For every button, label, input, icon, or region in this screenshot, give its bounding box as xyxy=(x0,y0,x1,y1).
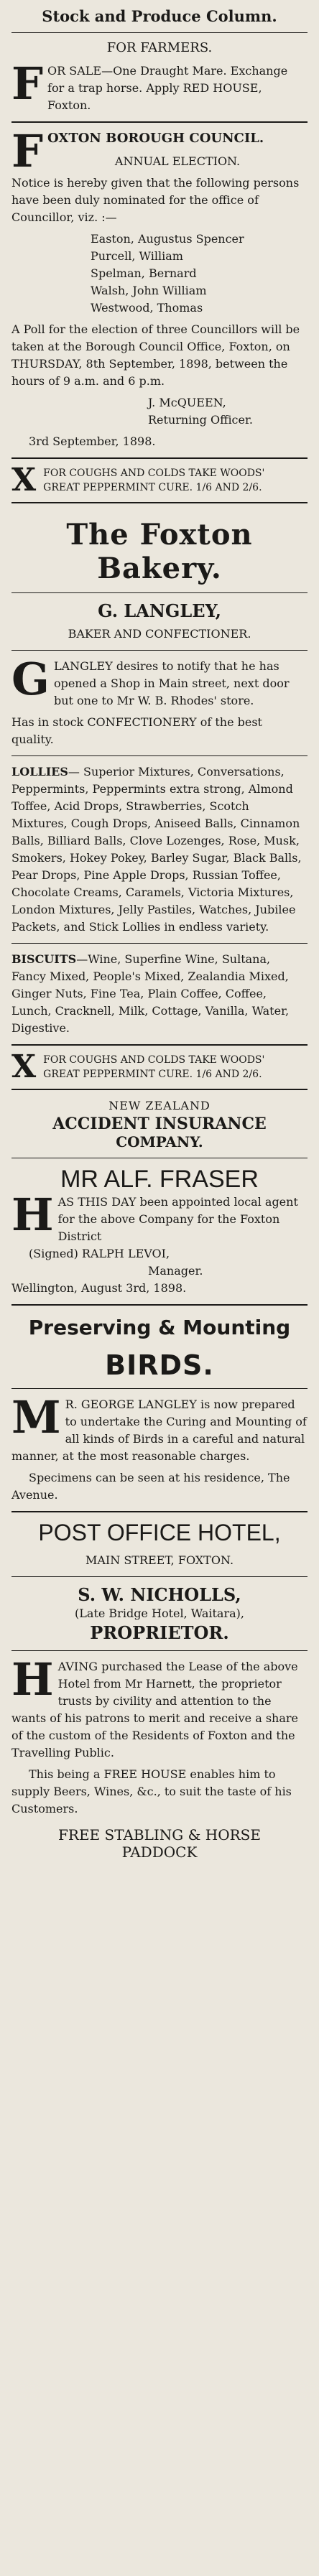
birds-heading: Preserving & Mounting xyxy=(28,1316,291,1339)
birds-specimens: Specimens can be seen at his residence, The Avenue. xyxy=(11,1471,290,1502)
farmers-text: OR SALE—One Draught Mare. Exchange for a trap horse. Apply RED HOUSE, Foxton. xyxy=(47,64,288,112)
election-heading-row xyxy=(11,125,308,177)
coughs-line-2: GREAT PEPPERMINT CURE. 1/6 AND 2/6. xyxy=(43,482,262,493)
birds-dropcap: M xyxy=(11,1391,61,1443)
biscuits-paragraph xyxy=(11,951,308,1037)
insurance-date: Wellington, August 3rd, 1898. xyxy=(11,1281,187,1295)
divider xyxy=(11,502,308,503)
divider xyxy=(11,755,308,756)
divider xyxy=(11,1650,308,1651)
hotel-proprietor-label: PROPRIETOR. xyxy=(90,1622,229,1643)
lollies-text: — Superior Mixtures, Conversations, Peppermints, Peppermints extra strong, Almond Toffee, Acid Drops, Strawberries, Scotch Mixtures, Cough Drops, Aniseed Balls, Cinnamon Balls, Billiard Balls, Clove Lozenges, Rose, Musk, Smokers, Hokey Pokey, Barley Sugar, Black Balls, Pear Drops, Pine Apple Drops, Russian Toffee, Chocolate Creams, Caramels, Victoria Mixtures, London Mixtures, Jelly Pastiles, Watches, Jubilee Packets, and Stick Lollies in endless variety. xyxy=(11,765,302,934)
divider xyxy=(11,592,308,593)
lollies-lead: LOLLIES xyxy=(11,765,68,778)
birds-text-row xyxy=(11,1391,308,1465)
hotel-text-2: This being a FREE HOUSE enables him to supply Beers, Wines, &c., to suit the taste of his Customers. xyxy=(11,1767,292,1815)
bakery-dropcap: G xyxy=(11,653,50,705)
x-mark: X xyxy=(11,1048,37,1085)
bakery-intro: LANGLEY desires to notify that he has opened a Shop in Main street, next door but one to Mr W. B. Rhodes' store. xyxy=(53,659,290,707)
insurance-line-1: NEW ZEALAND xyxy=(108,1099,211,1112)
election-notice-text: Notice is hereby given that the following persons have been duly nominated for the office of Councillor, viz. :— xyxy=(11,176,300,224)
bakery-intro-row xyxy=(11,653,308,710)
farmers-ad xyxy=(11,57,308,114)
coughs-line-1: FOR COUGHS AND COLDS TAKE WOODS' xyxy=(43,1054,265,1066)
coughs-ad xyxy=(11,1048,308,1085)
birds-title: BIRDS. xyxy=(105,1349,214,1381)
divider xyxy=(11,943,308,944)
farmers-heading: FOR FARMERS. xyxy=(106,40,213,55)
hotel-footer-1: FREE STABLING & HORSE xyxy=(58,1826,261,1843)
hotel-dropcap: H xyxy=(11,1653,54,1706)
biscuits-text: —Wine, Superfine Wine, Sultana, Fancy Mixed, People's Mixed, Zealandia Mixed, Ginger Nuts, Fine Tea, Plain Coffee, Coffee, Lunch, Cracknell, Milk, Cottage, Vanilla, Water, Digestive. xyxy=(11,952,290,1035)
hotel-footer-2: PADDOCK xyxy=(121,1843,198,1861)
election-subheading: ANNUAL ELECTION. xyxy=(114,154,241,168)
election-date: 3rd September, 1898. xyxy=(29,434,156,448)
insurance-text-row xyxy=(11,1189,308,1245)
election-notice xyxy=(11,125,308,450)
insurance-line-2: ACCIDENT INSURANCE xyxy=(52,1115,267,1133)
election-heading: OXTON BOROUGH COUNCIL. xyxy=(47,131,264,146)
nominee: Spelman, Bernard xyxy=(91,266,197,280)
divider xyxy=(11,1089,308,1090)
insurance-dropcap: H xyxy=(11,1189,54,1241)
election-signatory-title: Returning Officer. xyxy=(148,413,253,427)
hotel-proprietor-name: S. W. NICHOLLS, xyxy=(78,1584,241,1605)
election-poll-text: A Poll for the election of three Councillors will be taken at the Borough Council Office, Foxton, on THURSDAY, 8th September, 1898, between the hours of 9 a.m. and 6 p.m. xyxy=(11,322,300,388)
election-signatory: J. McQUEEN, xyxy=(148,396,226,409)
bakery-trade: BAKER AND CONFECTIONER. xyxy=(68,627,251,641)
hotel-title: POST OFFICE HOTEL, xyxy=(38,1520,281,1545)
nominee: Walsh, John William xyxy=(91,284,207,297)
divider xyxy=(11,1304,308,1306)
hotel-street: MAIN STREET, FOXTON. xyxy=(85,1553,234,1567)
bakery-stock: Has in stock CONFECTIONERY of the best quality. xyxy=(11,715,262,746)
insurance-signed: (Signed) RALPH LEVOI, xyxy=(29,1247,170,1260)
x-mark: X xyxy=(11,462,37,498)
bakery-title: The Foxton Bakery. xyxy=(66,518,253,585)
agent-name: MR ALF. FRASER xyxy=(60,1166,259,1193)
hotel-text-1: AVING purchased the Lease of the above Hotel from Mr Harnett, the proprietor trusts by civility and attention to the wants of his patrons to merit and receive a share of the custom of the Residents of Foxton and the Travelling Public. xyxy=(11,1660,299,1759)
nominee: Easton, Augustus Spencer xyxy=(91,232,244,246)
lollies-paragraph xyxy=(11,763,308,936)
divider xyxy=(11,650,308,651)
divider xyxy=(11,1388,308,1389)
column-title: Stock and Produce Column. xyxy=(42,7,277,25)
divider xyxy=(11,32,308,33)
nominee: Westwood, Thomas xyxy=(91,301,203,315)
divider xyxy=(11,1576,308,1577)
farmers-dropcap: F xyxy=(11,57,44,110)
birds-text: R. GEORGE LANGLEY is now prepared to undertake the Curing and Mounting of all kinds of Birds in a careful and natural manner, at the most reasonable charges. xyxy=(11,1398,307,1463)
bakery-owner: G. LANGLEY, xyxy=(98,600,221,621)
biscuits-lead: BISCUITS xyxy=(11,952,77,966)
coughs-ad xyxy=(11,462,308,498)
coughs-line-2: GREAT PEPPERMINT CURE. 1/6 AND 2/6. xyxy=(43,1069,262,1080)
nominee: Purcell, William xyxy=(91,249,183,263)
hotel-late: (Late Bridge Hotel, Waitara), xyxy=(75,1606,244,1620)
election-dropcap: F xyxy=(11,125,44,177)
coughs-line-1: FOR COUGHS AND COLDS TAKE WOODS' xyxy=(43,468,265,479)
divider xyxy=(11,121,308,123)
insurance-line-3: COMPANY. xyxy=(116,1133,203,1150)
insurance-text: AS THIS DAY been appointed local agent for the above Company for the Foxton District xyxy=(57,1195,298,1243)
newspaper-page xyxy=(0,7,319,2576)
divider xyxy=(11,457,308,459)
nominee-list xyxy=(11,231,308,317)
insurance-role: Manager. xyxy=(148,1264,203,1278)
divider xyxy=(11,1511,308,1512)
divider xyxy=(11,1044,308,1046)
hotel-text-row xyxy=(11,1653,308,1762)
